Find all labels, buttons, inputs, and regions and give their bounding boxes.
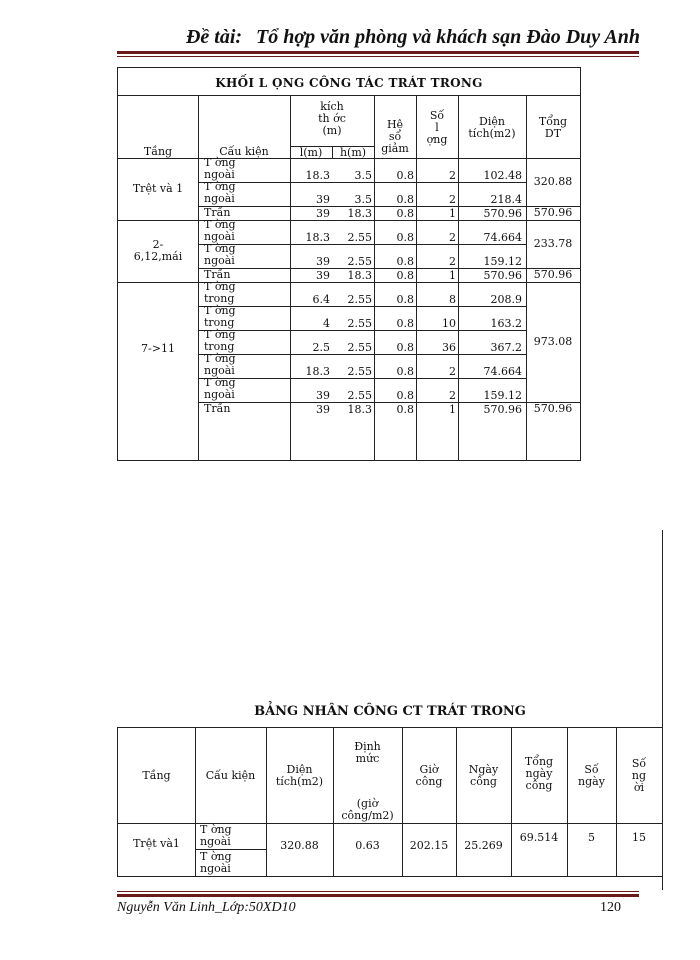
title-row-line (118, 95, 580, 96)
cell-he-so: 0.8 (396, 269, 414, 282)
header-rule-thick (117, 51, 639, 54)
cell-l: 4 (323, 317, 330, 330)
header-kich-thuoc: (m) (322, 124, 342, 137)
cell-cau-kien: Trần (204, 206, 231, 219)
cell-he-so: 0.8 (396, 365, 414, 378)
cell-dien-tich: 570.96 (483, 403, 522, 416)
cell-cau-kien: T ờng (204, 156, 236, 169)
cell-l: 18.3 (305, 169, 330, 182)
cell-tong: 570.96 (533, 402, 573, 415)
cell-so-luong: 2 (449, 193, 456, 206)
cell-cau-kien: trong (204, 340, 235, 353)
cell-tang: Trệt và1 (133, 837, 180, 850)
cell-cau-kien: T ờng (204, 218, 236, 231)
cell-so-luong: 2 (449, 255, 456, 268)
cell-tang: 2- (152, 238, 164, 251)
header-dien-tich: Diện (479, 115, 505, 128)
cell-h: 2.55 (347, 389, 372, 402)
cell-l: 18.3 (305, 365, 330, 378)
header-label: Đề tài: (185, 26, 243, 48)
header-ngay-cong: công (470, 775, 497, 788)
cell-h: 2.55 (347, 365, 372, 378)
cell-cau-kien: ngoài (204, 192, 235, 205)
cell-tong: 570.96 (533, 206, 573, 219)
cell-cau-kien: Trần (204, 402, 231, 415)
cell-l: 39 (316, 403, 330, 416)
cell-cau-kien: T ờng (204, 328, 236, 341)
cell-cau-kien: ngoài (200, 835, 231, 848)
header-dinh-muc: công/m2) (341, 809, 394, 822)
footer-author: Nguyễn Văn Linh_Lớp:50XD10 (117, 900, 296, 915)
header-gio-cong: công (415, 775, 443, 788)
cell-so-luong: 2 (449, 365, 456, 378)
cell-h: 18.3 (347, 403, 372, 416)
page-header (186, 26, 640, 49)
cell-so-ngay: 5 (588, 831, 595, 844)
header-rule-thin (117, 56, 639, 57)
cell-l: 39 (316, 269, 330, 282)
header-tong-ngay-cong: ngày (525, 767, 553, 780)
cell-dien-tich: 74.664 (483, 365, 522, 378)
header-gio-cong: Giờ (419, 763, 439, 776)
cell-l: 39 (316, 255, 330, 268)
header-l: l(m) (299, 146, 323, 159)
column-line (266, 728, 267, 876)
column-line (511, 728, 512, 876)
column-line (195, 728, 196, 876)
cell-so-luong: 2 (449, 169, 456, 182)
cell-cau-kien: ngoài (204, 230, 235, 243)
cell-cau-kien: T ờng (204, 376, 236, 389)
cell-he-so: 0.8 (396, 389, 414, 402)
cell-cau-kien: T ờng (204, 242, 236, 255)
group-line (118, 220, 580, 221)
cell-he-so: 0.8 (396, 207, 414, 220)
column-line (567, 728, 568, 876)
header-h: h(m) (339, 146, 367, 159)
cell-so-luong: 10 (442, 317, 456, 330)
cell-he-so: 0.8 (396, 403, 414, 416)
cell-cau-kien: ngoài (204, 254, 235, 267)
labor-table (117, 727, 663, 877)
header-so-luong: ợng (426, 133, 448, 146)
header-kich-thuoc: th ớc (318, 112, 346, 125)
cell-tong: 973.08 (533, 335, 573, 348)
header-ngay-cong: Ngày (468, 763, 499, 776)
cell-cau-kien: T ờng (204, 280, 236, 293)
cell-h: 2.55 (347, 231, 372, 244)
cell-dien-tich: 163.2 (490, 317, 522, 330)
header-kich-thuoc: kích (320, 100, 344, 113)
cell-tang: 7->11 (141, 342, 175, 355)
cell-cau-kien: Trần (204, 268, 231, 281)
cell-cau-kien: trong (204, 316, 235, 329)
lh-divider (332, 146, 333, 158)
cell-he-so: 0.8 (396, 255, 414, 268)
cell-h: 18.3 (347, 207, 372, 220)
group-line (118, 282, 580, 283)
cell-h: 18.3 (347, 269, 372, 282)
header-dien-tich: tích(m2) (468, 127, 516, 140)
header-title: Tổ hợp văn phòng và khách sạn Đào Duy Anh (256, 26, 640, 48)
cell-h: 2.55 (347, 293, 372, 306)
cell-he-so: 0.8 (396, 231, 414, 244)
header-tong-dt: DT (544, 127, 562, 140)
header-tong-ngay-cong: công (525, 779, 553, 792)
cell-so-luong: 2 (449, 389, 456, 402)
header-dinh-muc: (giờ (356, 797, 379, 810)
cell-ngay-cong: 25.269 (464, 839, 503, 852)
header-tong-dt: Tổng (538, 115, 568, 128)
cell-cau-kien: T ờng (204, 352, 236, 365)
header-tang: Tầng (142, 769, 171, 782)
header-he-so: số (388, 130, 402, 143)
footer-rule-thick (117, 894, 639, 897)
work-volume-table (117, 67, 581, 461)
cell-cau-kien: trong (204, 292, 235, 305)
header-cau-kien: Cấu kiện (205, 769, 256, 782)
header-cau-kien: Cấu kiện (219, 145, 269, 158)
cell-tang: 6,12,mái (133, 250, 183, 263)
header-so-luong: Số (429, 109, 445, 122)
cell-dien-tich: 218.4 (490, 193, 522, 206)
cell-tong: 320.88 (533, 175, 573, 188)
cell-so-luong: 2 (449, 231, 456, 244)
header-he-so: giảm (381, 142, 409, 155)
cell-dien-tich: 367.2 (490, 341, 522, 354)
header-so-luong: l (435, 121, 439, 134)
cell-he-so: 0.8 (396, 293, 414, 306)
header-dien-tich: Diện (286, 763, 313, 776)
cell-so-luong: 1 (449, 207, 456, 220)
cell-so-nguoi: 15 (632, 831, 646, 844)
cell-tong: 570.96 (533, 268, 573, 281)
cell-h: 2.55 (347, 317, 372, 330)
cell-cau-kien: ngoài (200, 862, 231, 875)
cell-cau-kien: ngoài (204, 364, 235, 377)
cell-dien-tich: 208.9 (490, 293, 522, 306)
cell-cau-kien: T ờng (204, 180, 236, 193)
header-dien-tich: tích(m2) (275, 775, 324, 788)
cell-cau-kien: T ờng (204, 304, 236, 317)
header-he-so: Hệ (386, 118, 404, 131)
cell-tong-ngay-cong: 69.514 (519, 831, 559, 844)
cell-tang: Trệt và 1 (132, 182, 184, 195)
cell-he-so: 0.8 (396, 317, 414, 330)
cell-h: 2.55 (347, 341, 372, 354)
cell-cau-kien: ngoài (204, 168, 235, 181)
cell-dien-tich: 570.96 (483, 269, 522, 282)
cell-l: 6.4 (312, 293, 330, 306)
cell-dien-tich: 570.96 (483, 207, 522, 220)
cell-so-luong: 8 (449, 293, 456, 306)
column-line (456, 728, 457, 876)
cell-cau-kien: ngoài (204, 388, 235, 401)
table2-title: BẢNG NHÂN CÔNG CT TRÁT TRONG (254, 704, 526, 719)
cell-gio-cong: 202.15 (409, 839, 449, 852)
cell-l: 2.5 (312, 341, 330, 354)
cell-l: 18.3 (305, 231, 330, 244)
table1-title: KHỐI L ỌNG CÔNG TÁC TRÁT TRONG (215, 76, 483, 90)
cell-he-so: 0.8 (396, 193, 414, 206)
header-so-ngay: Số (584, 763, 599, 776)
column-line (616, 728, 617, 876)
cell-tong: 233.78 (533, 237, 573, 250)
header-so-ngay: ngày (578, 775, 605, 788)
cell-cau-kien: T ờng (200, 850, 232, 863)
cell-dien-tich: 74.664 (483, 231, 522, 244)
cell-dinh-muc: 0.63 (355, 839, 380, 852)
column-line (402, 728, 403, 876)
cell-h: 2.55 (347, 255, 372, 268)
cell-dien-tich: 159.12 (483, 389, 522, 402)
header-tong-ngay-cong: Tổng (524, 755, 554, 768)
cell-so-luong: 1 (449, 403, 456, 416)
header-so-nguoi: Số (631, 757, 647, 770)
cell-dien-tich: 102.48 (483, 169, 522, 182)
cell-l: 39 (316, 389, 330, 402)
cell-l: 39 (316, 207, 330, 220)
cell-he-so: 0.8 (396, 169, 414, 182)
footer-rule-thin (117, 891, 639, 892)
cell-h: 3.5 (354, 193, 372, 206)
header-dinh-muc: mức (355, 752, 380, 765)
header-so-nguoi: ời (633, 781, 645, 794)
cell-so-luong: 1 (449, 269, 456, 282)
cell-dien-tich: 320.88 (280, 839, 319, 852)
cell-so-luong: 36 (442, 341, 456, 354)
header-dinh-muc: Định (354, 740, 381, 753)
header-so-nguoi: ng (631, 769, 647, 782)
cell-dien-tich: 159.12 (483, 255, 522, 268)
page-number: 120 (600, 900, 621, 915)
cell-h: 3.5 (354, 169, 372, 182)
cell-cau-kien: T ờng (200, 823, 232, 836)
cell-he-so: 0.8 (396, 341, 414, 354)
header-tang: Tầng (143, 145, 173, 158)
cell-l: 39 (316, 193, 330, 206)
